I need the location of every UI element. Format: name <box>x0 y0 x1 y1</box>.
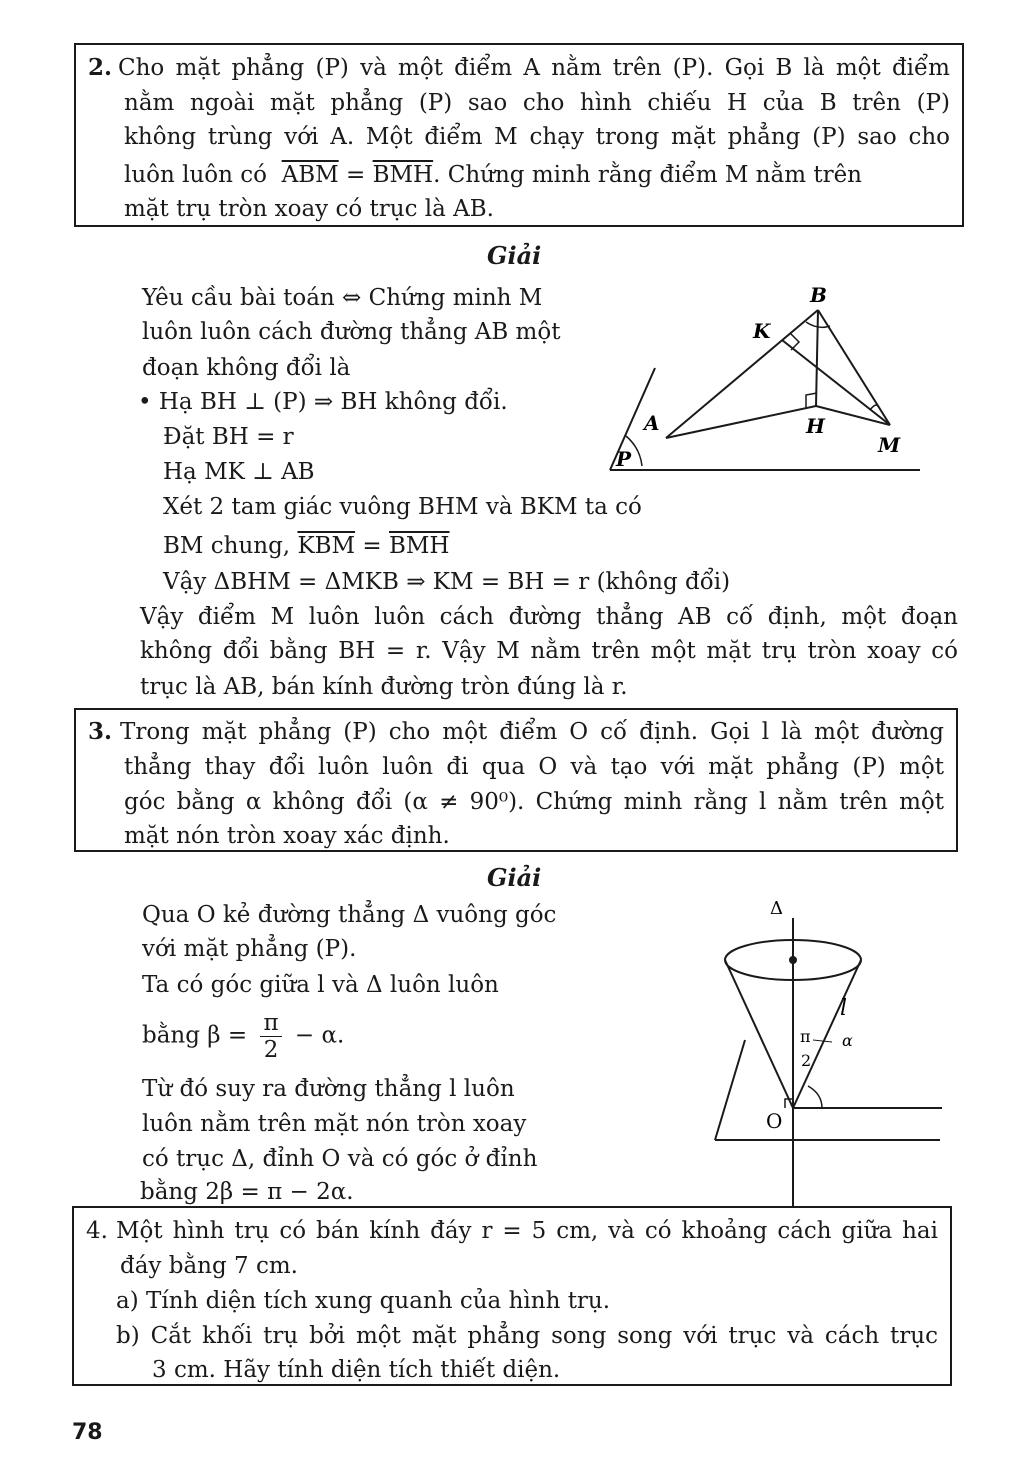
problem-2-line-3: không trùng với A. Một điểm M chạy trong mặt phẳng (P) sao cho <box>124 124 950 150</box>
angle-abm: $\overline{ABM}$ <box>281 162 339 188</box>
solution-2-line-1: Yêu cầu bài toán ⇔ Chứng minh M <box>142 285 543 311</box>
label-p: P <box>616 447 632 471</box>
problem-4-line-5: 3 cm. Hãy tính diện tích thiết diện. <box>152 1357 561 1383</box>
figure-cone-diagram <box>700 890 960 1210</box>
segment-km <box>782 340 890 425</box>
problem-3-line-4: mặt nón tròn xoay xác định. <box>124 823 450 849</box>
angle-mark-alpha <box>808 1086 822 1108</box>
label-o: O <box>766 1109 783 1133</box>
solution-2-line-12: trục là AB, bán kính đường tròn đúng là r. <box>140 674 628 700</box>
problem-3-line-3: góc bằng α không đổi (α ≠ 90⁰). Chứng minh rằng l nằm trên một <box>124 789 944 815</box>
solution-2-line-6: Hạ MK ⊥ AB <box>163 459 315 485</box>
minus-alpha: − α. <box>294 1022 345 1049</box>
segment-bm <box>818 310 890 425</box>
angle-bmh-2: $\overline{BMH}$ <box>388 533 450 559</box>
bm-common: BM chung, <box>163 533 291 559</box>
problem-3-line-2: thẳng thay đổi luôn luôn đi qua O và tạo với mặt phẳng (P) một <box>124 754 944 780</box>
fraction-numerator: π <box>260 1010 281 1037</box>
solution-3-line-3: Ta có góc giữa l và Δ luôn luôn <box>142 972 499 998</box>
solution-2-line-3: đoạn không đổi là <box>142 355 351 381</box>
problem-2-line-2: nằm ngoài mặt phẳng (P) sao cho hình chiếu H của B trên (P) <box>124 90 950 116</box>
angle-bmh: $\overline{BMH}$ <box>372 162 434 188</box>
solution-3-line-8: bằng 2β = π − 2α. <box>140 1179 354 1205</box>
solution-2-line-11: không đổi bằng BH = r. Vậy M nằm trên một mặt trụ tròn xoay có <box>140 638 958 664</box>
figure-triangle-diagram <box>600 280 950 480</box>
plane-left <box>715 1040 745 1140</box>
label-two: 2 <box>801 1051 812 1070</box>
problem-4-line-1: Một hình trụ có bán kính đáy r = 5 cm, và có khoảng cách giữa hai <box>116 1218 938 1244</box>
label-delta: Δ <box>770 898 783 919</box>
solution-3-line-5: Từ đó suy ra đường thẳng l luôn <box>142 1076 515 1102</box>
solution-2-title: Giải <box>487 241 542 270</box>
solution-2-line-8: BM chung, $\overline{KBM} = \overline{BMH}$ <box>163 533 450 559</box>
solution-2-line-7: Xét 2 tam giác vuông BHM và BKM ta có <box>163 494 642 520</box>
solution-2-line-10: Vậy điểm M luôn luôn cách đường thẳng AB cố định, một đoạn <box>140 604 958 630</box>
label-pi: π <box>800 1027 811 1046</box>
problem-3-number: 3. <box>88 718 113 745</box>
solution-2-line-4: • Hạ BH ⊥ (P) ⇒ BH không đổi. <box>138 389 508 415</box>
label-b: B <box>810 283 827 307</box>
problem-4-number: 4. <box>86 1218 108 1244</box>
segment-ab <box>666 310 818 438</box>
solution-2-line-9: Vậy ΔBHM = ΔMKB ⇒ KM = BH = r (không đổi) <box>163 569 731 595</box>
angle-kbm: $\overline{KBM}$ <box>297 533 356 559</box>
solution-2-line-5: Đặt BH = r <box>163 424 294 450</box>
cone-left-edge <box>725 960 793 1108</box>
beta-equals: bằng β = <box>142 1022 248 1049</box>
problem-4-line-2: đáy bằng 7 cm. <box>120 1253 298 1279</box>
problem-2-number: 2. <box>88 54 113 81</box>
problem-4-line-4: b) Cắt khối trụ bởi một mặt phẳng song song với trục và cách trục <box>116 1323 938 1349</box>
segment-bh <box>816 310 818 406</box>
solution-3-line-1: Qua O kẻ đường thẳng Δ vuông góc <box>142 902 557 928</box>
problem-2-line-4 <box>124 161 862 189</box>
solution-3-line-6: luôn nằm trên mặt nón tròn xoay <box>142 1111 527 1137</box>
fraction-denominator: 2 <box>263 1037 279 1063</box>
label-a: A <box>644 411 660 435</box>
problem-4-line-3: a) Tính diện tích xung quanh của hình trụ. <box>116 1288 611 1314</box>
problem-2-line-5: mặt trụ tròn xoay có trục là AB. <box>124 196 494 222</box>
label-l: l <box>840 996 848 1021</box>
label-h: H <box>806 414 825 438</box>
problem-2-line-4-rest: . Chứng minh rằng điểm M nằm trên <box>433 162 862 188</box>
solution-2-line-2: luôn luôn cách đường thẳng AB một <box>142 319 561 345</box>
solution-3-line-2: với mặt phẳng (P). <box>142 936 357 962</box>
label-k: K <box>753 319 771 343</box>
solution-3-line-4 <box>142 1010 344 1063</box>
fraction-pi-over-2 <box>260 1010 281 1063</box>
problem-2-line-4-start: luôn luôn có <box>124 162 268 188</box>
label-m: M <box>878 433 901 457</box>
problem-2-line-1: Cho mặt phẳng (P) và một điểm A nằm trên (P). Gọi B là một điểm <box>118 55 950 81</box>
problem-3-line-1: Trong mặt phẳng (P) cho một điểm O cố định. Gọi l là một đường <box>120 719 944 745</box>
page-number: 78 <box>72 1420 103 1445</box>
label-alpha: α <box>842 1031 853 1050</box>
solution-3-line-7: có trục Δ, đỉnh O và có góc ở đỉnh <box>142 1146 538 1172</box>
segment-ah <box>666 406 816 438</box>
solution-3-title: Giải <box>487 863 542 892</box>
equals-sign: = <box>346 162 366 188</box>
base-center-dot <box>789 956 797 964</box>
angle-mark-m <box>870 405 879 410</box>
